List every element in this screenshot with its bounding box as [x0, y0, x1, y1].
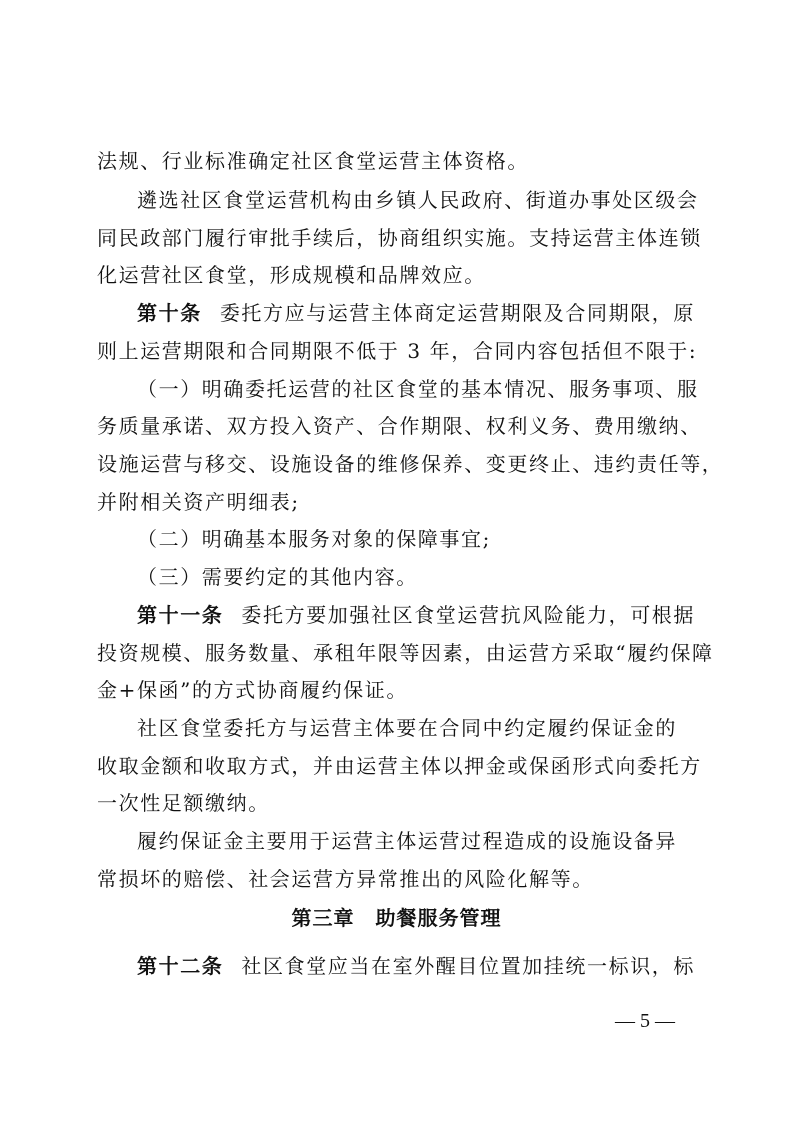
article-12-heading: 第十二条 — [137, 954, 224, 978]
paragraph-line: 社区食堂委托方与运营主体要在合同中约定履约保证金的 — [137, 716, 677, 740]
paragraph-line: 同民政部门履行审批手续后，协商组织实施。支持运营主体连锁 — [97, 226, 702, 250]
paragraph-line: 务质量承诺、双方投入资产、合作期限、权利义务、费用缴纳、 — [97, 414, 702, 438]
article-11-text: 委托方要加强社区食堂运营抗风险能力，可根据 — [241, 603, 696, 627]
article-12-line — [137, 953, 737, 979]
paragraph-line: 遴选社区食堂运营机构由乡镇人民政府、街道办事处区级会 — [137, 188, 699, 212]
paragraph-line: 设施运营与移交、设施设备的维修保养、变更终止、违约责任等， — [97, 452, 724, 476]
paragraph-line: 则上运营期限和合同期限不低于 3 年，合同内容包括但不限于: — [97, 339, 698, 363]
paragraph-line: 化运营社区食堂，形成规模和品牌效应。 — [97, 263, 486, 287]
paragraph-line: 一次性足额缴纳。 — [97, 791, 270, 815]
paragraph-line: 常损坏的赔偿、社会运营方异常推出的风险化解等。 — [97, 867, 594, 891]
paragraph-line: 收取金额和收取方式，并由运营主体以押金或保函形式向委托方 — [97, 754, 702, 778]
page-number: — 5 — — [615, 1010, 675, 1032]
paragraph-line: 法规、行业标准确定社区食堂运营主体资格。 — [97, 149, 529, 173]
article-11-heading: 第十一条 — [137, 603, 224, 627]
article-10-text: 委托方应与运营主体商定运营期限及合同期限，原 — [219, 301, 696, 325]
paragraph-line: 投资规模、服务数量、承租年限等因素，由运营方采取“履约保障 — [97, 641, 714, 665]
paragraph-line: 并附相关资产明细表; — [97, 490, 300, 514]
paragraph-line: 金+保函”的方式协商履约保证。 — [97, 678, 408, 702]
paragraph-line: 履约保证金主要用于运营主体运营过程造成的设施设备异 — [137, 829, 677, 853]
article-10-line — [137, 300, 737, 326]
list-item-3-line: （三）需要约定的其他内容。 — [137, 565, 418, 589]
article-11-line — [137, 602, 737, 628]
list-item-2-line: （二）明确基本服务对象的保障事宜; — [137, 527, 491, 551]
article-10-heading: 第十条 — [137, 301, 202, 325]
list-item-1-line: （一）明确委托运营的社区食堂的基本情况、服务事项、服 — [137, 377, 699, 401]
article-12-text: 社区食堂应当在室外醒目位置加挂统一标识，标 — [241, 954, 696, 978]
chapter-heading: 第三章 助餐服务管理 — [291, 906, 502, 930]
